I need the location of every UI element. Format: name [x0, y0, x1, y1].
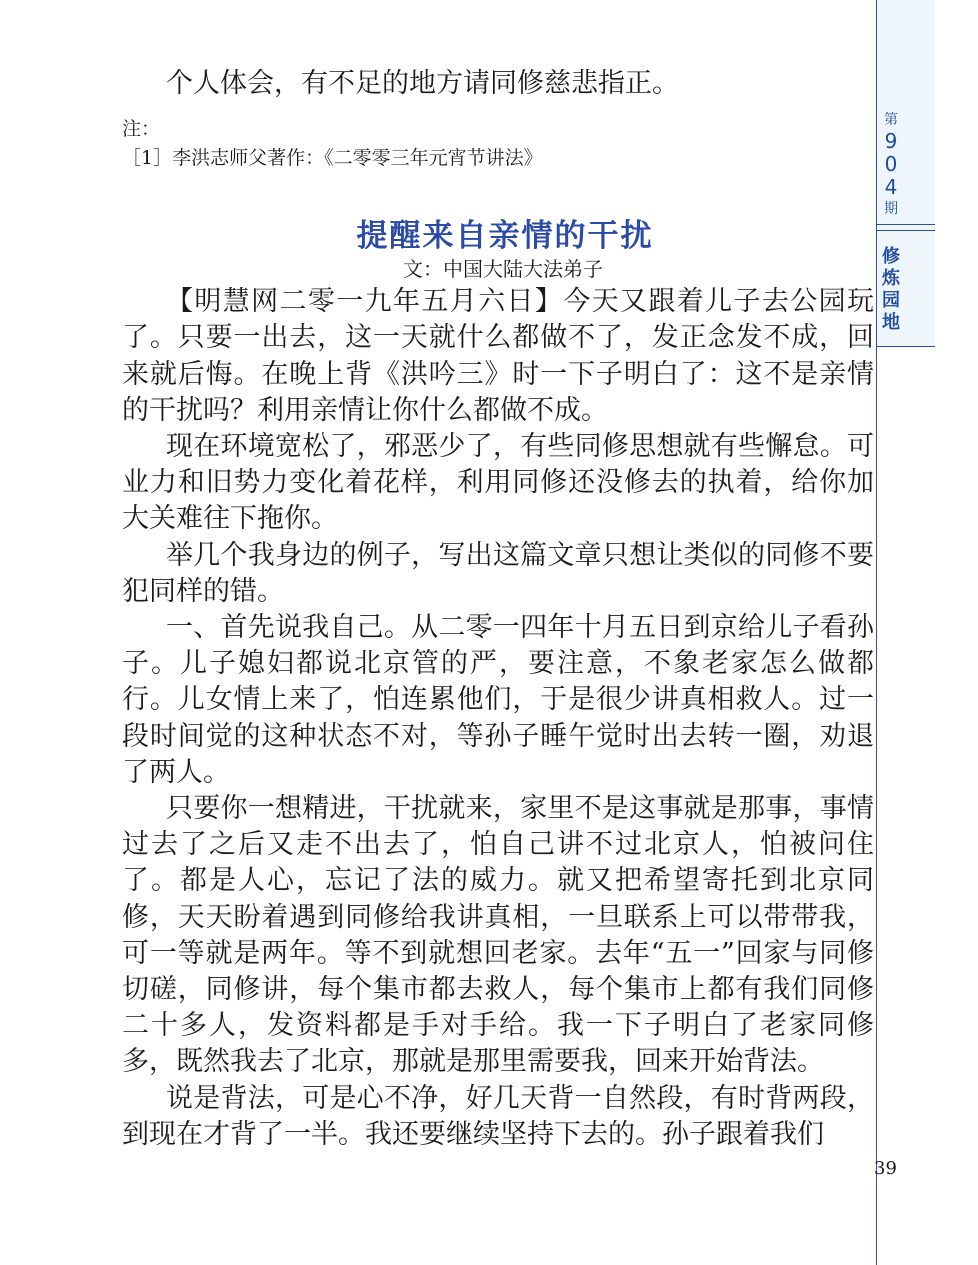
- article-body: [122, 284, 874, 1153]
- section-char: 地: [882, 312, 900, 333]
- article-title: 提醒来自亲情的干扰: [356, 218, 654, 255]
- article-paragraph: 【明慧网二零一九年五月六日】今天又跟着儿子去公园玩了。只要一出去，这一天就什么都做不了，发正念发不成，回来就后悔。在晚上背《洪吟三》时一下子明白了：这不是亲情的干扰吗？利用亲情让你什么都做不成。: [122, 286, 874, 426]
- page-content: [122, 66, 874, 1153]
- section-label: [877, 246, 905, 334]
- issue-prefix: 第: [884, 112, 898, 128]
- article-paragraph: 只要你一想精进，干扰就来，家里不是这事就是那事，事情过去了之后又走不出去了，怕自己讲不过北京人，怕被问住了。都是人心，忘记了法的威力。就又把希望寄托到北京同修，天天盼着遇到同修给我讲真相，一旦联系上可以带带我，可一等就是两年。等不到就想回老家。去年“五一”回家与同修切磋，同修讲，每个集市都去救人，每个集市上都有我们同修二十多人，发资料都是手对手给。我一下子明白了老家同修多，既然我去了北京，那就是那里需要我，回来开始背法。: [122, 793, 874, 1078]
- sidebar-rule-top: [877, 224, 935, 225]
- article-paragraph: 说是背法，可是心不净，好几天背一自然段，有时背两段，到现在才背了一半。我还要继续坚持下去的。孙子跟着我们: [122, 1082, 874, 1150]
- issue-number: [877, 110, 905, 219]
- issue-digit: 0: [884, 152, 898, 176]
- page-number: 39: [874, 1158, 897, 1179]
- note-label: 注：: [122, 118, 161, 141]
- issue-digit: 4: [884, 175, 898, 199]
- sidebar-rule-bottom: [877, 230, 935, 231]
- article-byline: 文：中国大陆大法弟子: [403, 257, 603, 282]
- note-reference: ［1］李洪志师父著作：《二零零三年元宵节讲法》: [122, 147, 543, 170]
- closing-line: 个人体会，有不足的地方请同修慈悲指正。: [166, 68, 679, 99]
- section-char: 修: [882, 246, 900, 267]
- article-paragraph: 现在环境宽松了，邪恶少了，有些同修思想就有些懈怠。可业力和旧势力变化着花样，利用同修还没修去的执着，给你加大关难往下拖你。: [122, 431, 874, 535]
- section-char: 园: [882, 290, 900, 311]
- issue-digit: 9: [884, 129, 898, 153]
- article-paragraph: 一、首先说我自己。从二零一四年十月五日到京给儿子看孙子。儿子媳妇都说北京管的严，要注意，不象老家怎么做都行。儿女情上来了，怕连累他们，于是很少讲真相救人。过一段时间觉的这种状态不对，等孙子睡午觉时出去转一圈，劝退了两人。: [122, 612, 874, 788]
- article-paragraph: 举几个我身边的例子，写出这篇文章只想让类似的同修不要犯同样的错。: [122, 539, 874, 607]
- issue-suffix: 期: [884, 201, 898, 217]
- section-char: 炼: [882, 268, 900, 289]
- sidebar-rule-end: [877, 346, 935, 347]
